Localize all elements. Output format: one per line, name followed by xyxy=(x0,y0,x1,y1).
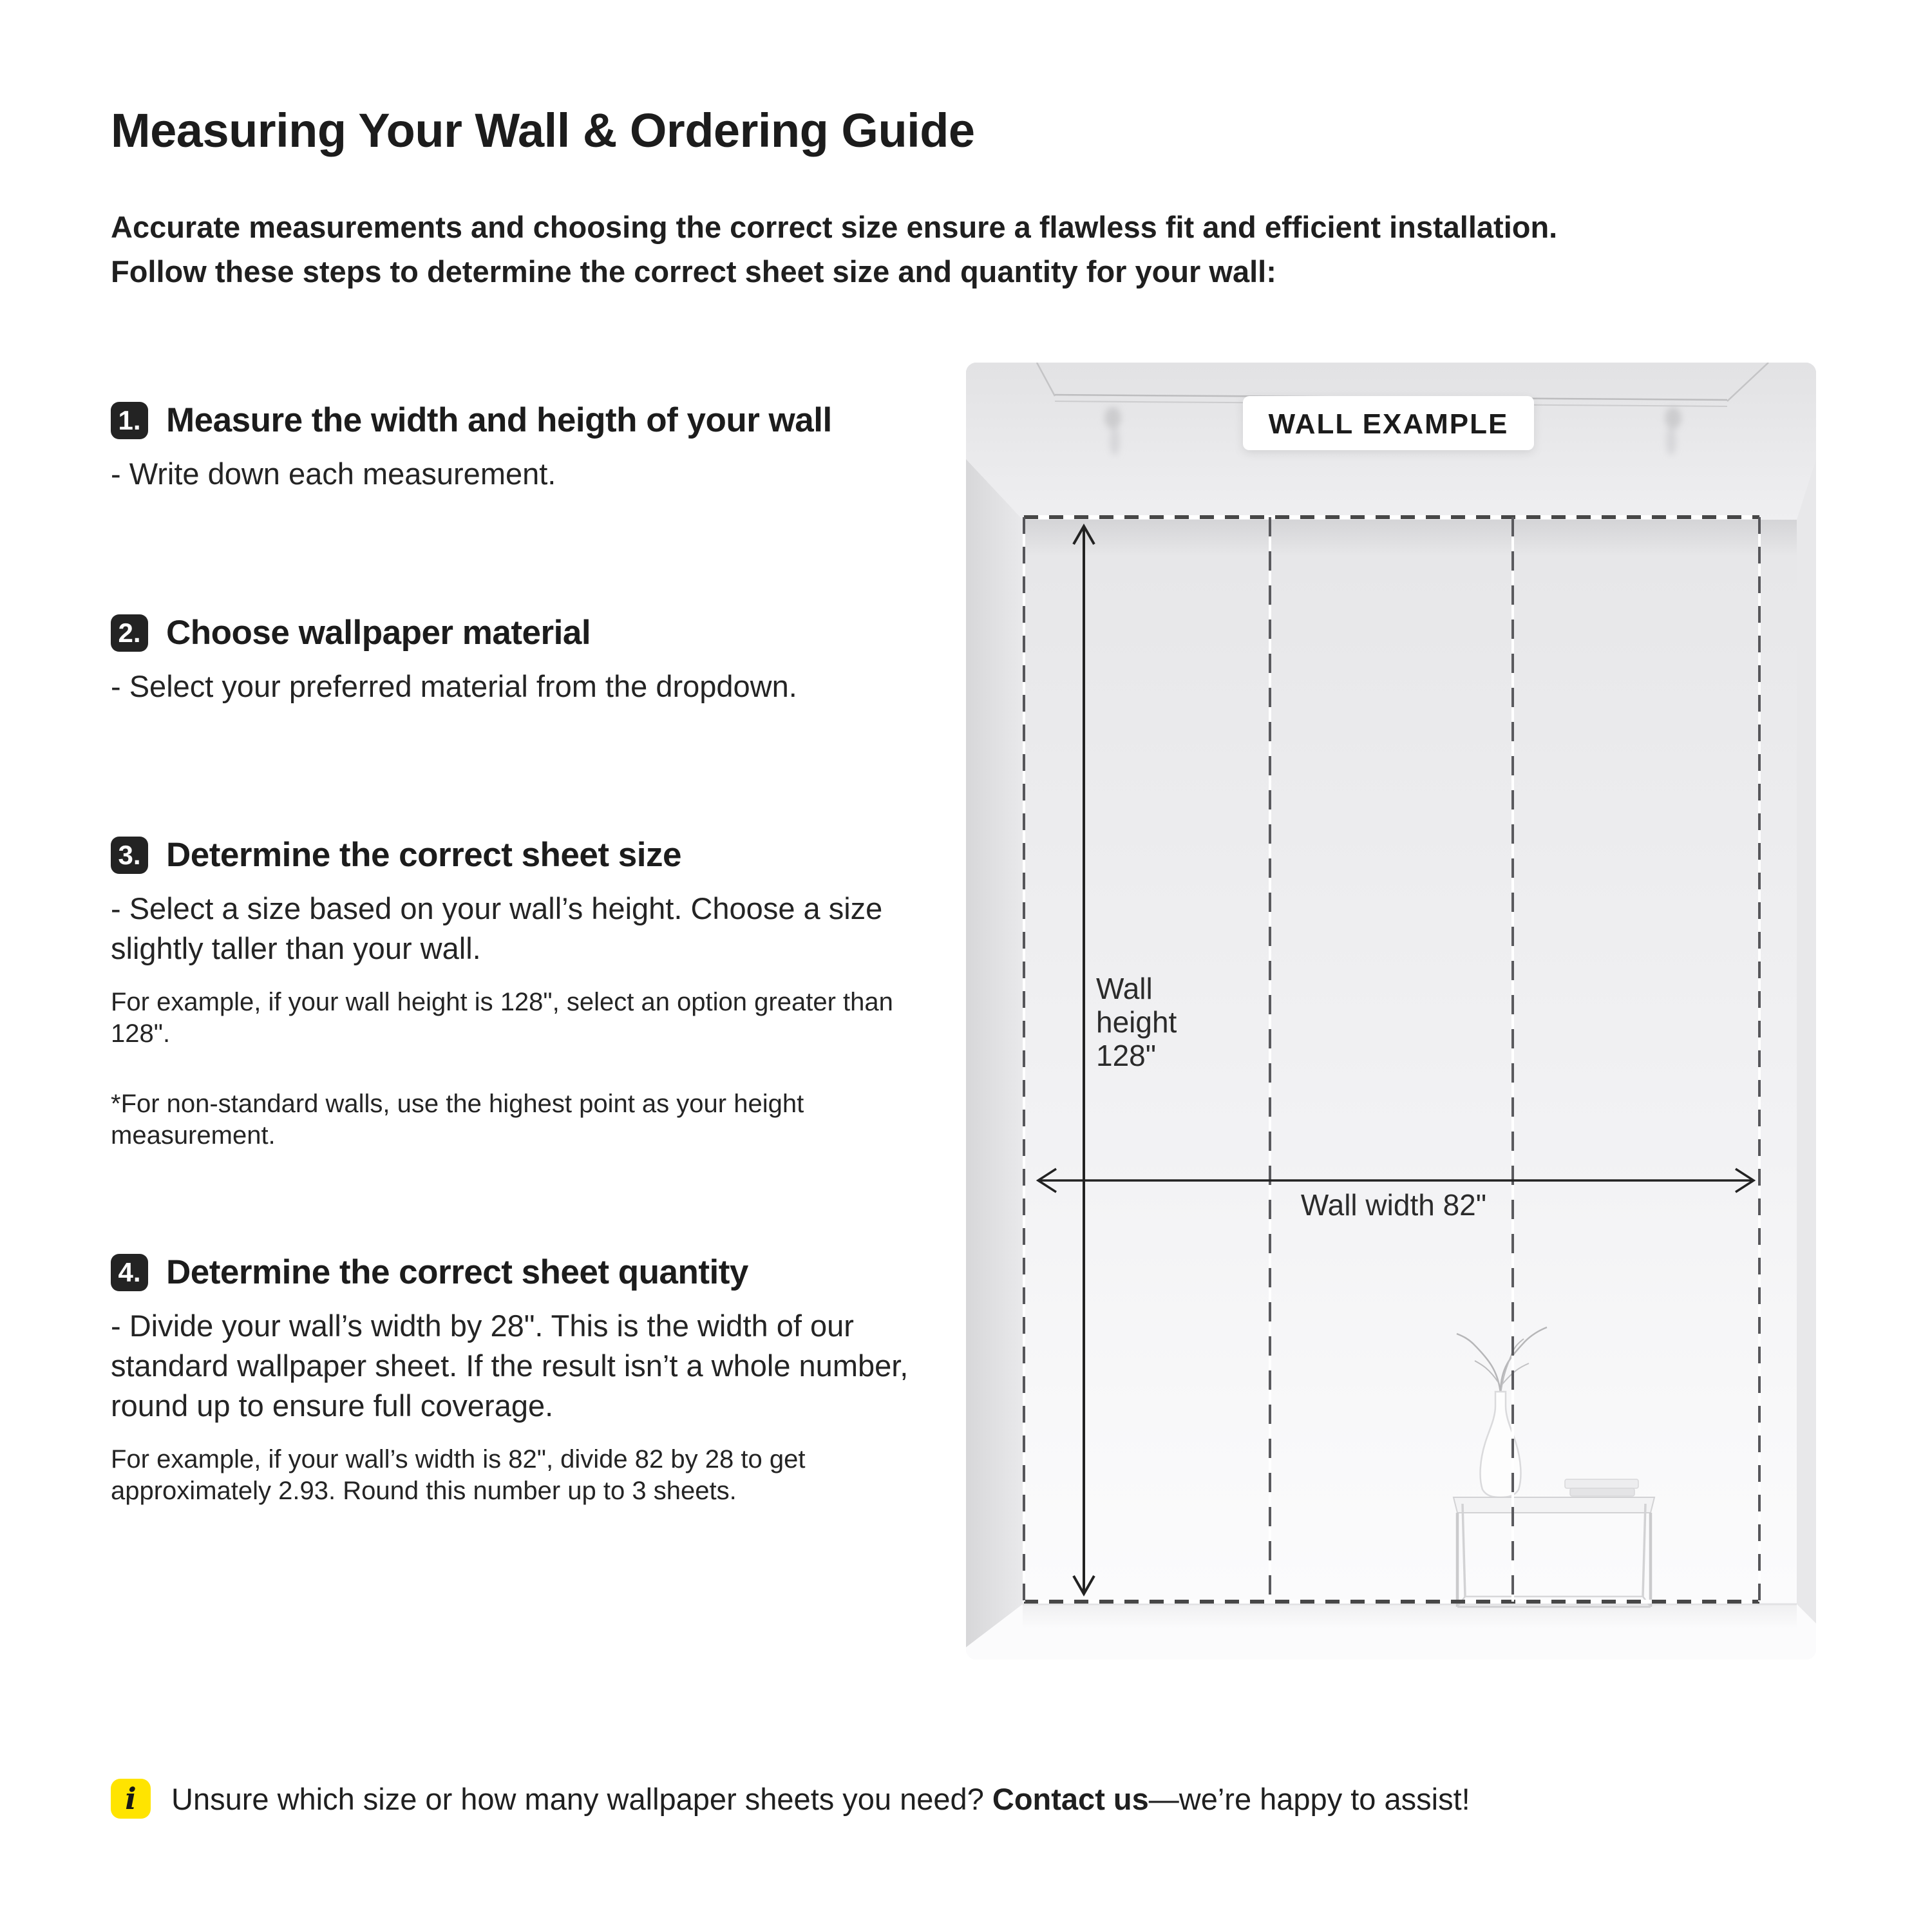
wall-height-label-line3: 128" xyxy=(1096,1039,1157,1072)
wall-height-label-line2: height xyxy=(1096,1005,1177,1039)
step-2 xyxy=(111,613,935,706)
wall-example-tag xyxy=(1243,396,1534,450)
step-4-title: Determine the correct sheet quantity xyxy=(166,1253,748,1291)
contact-us-link[interactable]: Contact us xyxy=(992,1781,1149,1816)
step-2-header xyxy=(111,613,935,652)
wall-example-figure xyxy=(966,363,1816,1660)
footer-text xyxy=(171,1781,1470,1817)
step-3-header xyxy=(111,835,935,875)
step-2-body: - Select your preferred material from the dropdown. xyxy=(111,669,797,703)
footer-text-suffix: —we’re happy to assist! xyxy=(1148,1781,1470,1816)
book xyxy=(1570,1488,1634,1496)
wall-height-label-line1: Wall xyxy=(1096,972,1153,1005)
step-1-number-badge: 1. xyxy=(111,402,148,439)
intro-line-2: Follow these steps to determine the correct sheet size and quantity for your wall: xyxy=(111,254,1276,289)
wall-width-label: Wall width 82" xyxy=(1300,1188,1487,1222)
step-4-example: For example, if your wall’s width is 82", divide 82 by 28 to get approximately 2.93. Round this number up to 3 sheets. xyxy=(111,1445,806,1505)
step-3-title: Determine the correct sheet size xyxy=(166,836,681,874)
ceiling-shadow xyxy=(966,520,1816,556)
step-2-title: Choose wallpaper material xyxy=(166,614,591,652)
floor-shadow xyxy=(1023,1604,1797,1629)
room-background xyxy=(966,363,1816,1660)
wall-example-illustration xyxy=(966,363,1816,1660)
step-1 xyxy=(111,401,935,494)
page-title: Measuring Your Wall & Ordering Guide xyxy=(111,104,975,157)
intro-line-1: Accurate measurements and choosing the correct size ensure a flawless fit and efficient installation. xyxy=(111,210,1558,244)
step-3-number-badge: 3. xyxy=(111,837,148,874)
step-1-title: Measure the width and heigth of your wall xyxy=(166,401,832,439)
step-4 xyxy=(111,1253,935,1507)
step-3-body: - Select a size based on your wall’s height. Choose a size slightly taller than your wall. xyxy=(111,891,883,965)
step-3-footnote: *For non-standard walls, use the highest point as your height measurement. xyxy=(111,1090,804,1150)
table-top xyxy=(1454,1497,1654,1513)
intro-paragraph xyxy=(111,205,1837,294)
step-1-body: - Write down each measurement. xyxy=(111,457,556,491)
info-icon: i xyxy=(111,1779,151,1819)
step-4-header xyxy=(111,1253,935,1292)
step-3 xyxy=(111,835,935,1151)
step-4-number-badge: 4. xyxy=(111,1254,148,1291)
step-4-body: - Divide your wall’s width by 28". This is the width of our standard wallpaper sheet. If the result isn’t a whole number, round up to ensure full coverage. xyxy=(111,1309,909,1423)
step-3-example: For example, if your wall height is 128", select an option greater than 128". xyxy=(111,988,893,1048)
footer-note xyxy=(111,1779,1470,1819)
left-wall xyxy=(966,459,1023,1647)
book xyxy=(1565,1479,1638,1488)
step-2-number-badge: 2. xyxy=(111,614,148,652)
right-wall xyxy=(1797,459,1816,1624)
footer-text-prefix: Unsure which size or how many wallpaper sheets you need? xyxy=(171,1781,992,1816)
wall-example-tag-text: WALL EXAMPLE xyxy=(1268,408,1509,440)
step-1-header xyxy=(111,401,935,440)
